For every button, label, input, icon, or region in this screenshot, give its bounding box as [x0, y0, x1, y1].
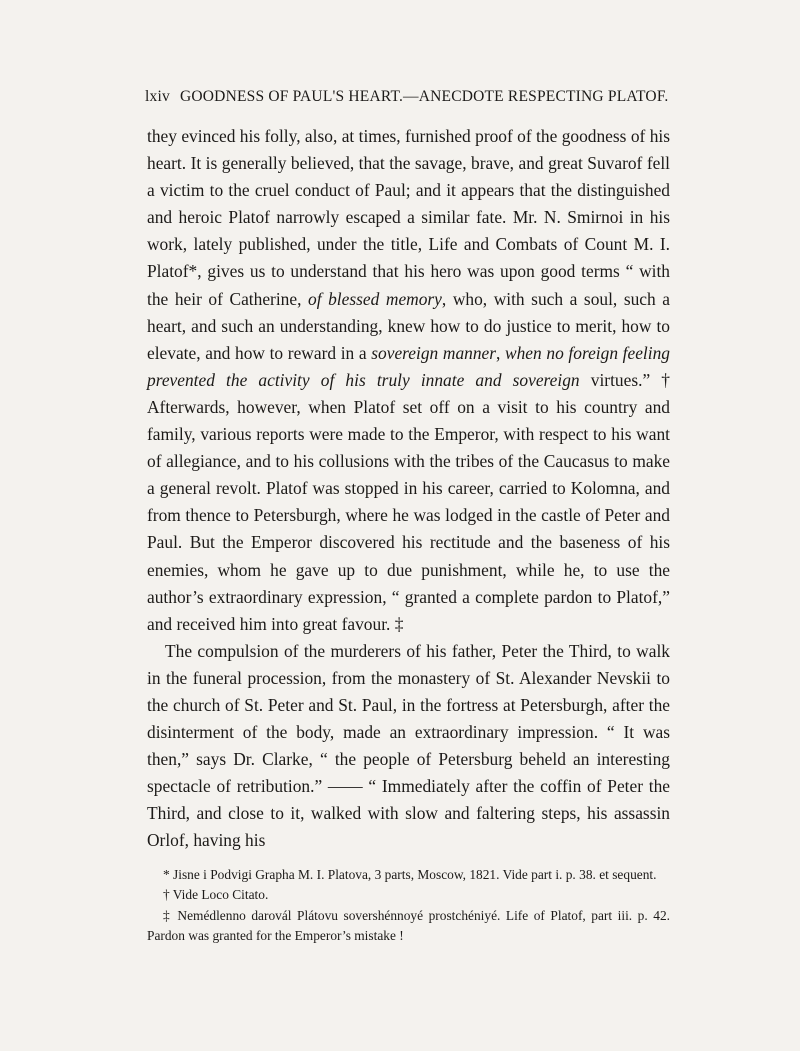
text-run-italic: when no foreign feeling prevented the activity of his truly innate and sovereign [147, 342, 670, 390]
text-run: they evinced his folly, also, at times, furnished proof of the goodness of his heart. It is generally believed, that the savage, brave, and great Suvarof fell a victim to the cruel conduct of Paul; and it appears that the distinguished and heroic Platof narrowly escaped a similar fate. Mr. N. Smirnoi in his work, lately published, under the title, Life and Combats of Count M. I. Platof*, gives us to understand that his hero was upon good terms “ with the heir of Catherine, [147, 126, 670, 309]
running-head [145, 88, 670, 106]
text-run-italic: sovereign manner [371, 342, 497, 363]
footnote-2: † Vide Loco Citato. [163, 887, 269, 903]
running-title: GOODNESS OF PAUL'S HEART.—ANECDOTE RESPECTING PLATOF. [180, 88, 669, 105]
footnotes [147, 865, 670, 947]
text-run-italic: of blessed memory [308, 288, 442, 309]
paragraph-2 [147, 638, 670, 855]
text-run: The compulsion of the murderers of his father, Peter the Third, to walk in the funeral procession, from the monastery of St. Alexander Nevskii to the church of St. Peter and St. Paul, in the fortress at Petersburgh, after the disinterment of the body, made an extraordinary impression. “ It was then,” says Dr. Clarke, “ the people of Petersburg beheld an interesting spectacle of retribution.” —— “ Immediately after the coffin of Peter the Third, and close to it, walked with slow and faltering steps, his assassin Orlof, having his [147, 640, 670, 851]
body-text [147, 123, 670, 855]
text-run: , who, with such a soul, such a heart, and such an understanding, knew how to do justice to merit, how to elevate, and how to reward in a [147, 288, 671, 363]
footnote-1: * Jisne i Podvigi Grapha M. I. Platova, 3 parts, Moscow, 1821. Vide part i. p. 38. et sequent. [163, 866, 657, 882]
page-number: lxiv [145, 88, 170, 105]
paragraph-1 [147, 123, 670, 638]
text-run: , [496, 342, 506, 363]
footnote-3: ‡ Nemédlenno darovál Plátovu sovershénnoyé prostchéniyé. Life of Platof, part iii. p. 42. Pardon was granted for the Emperor’s mistake ! [147, 907, 670, 944]
text-run: virtues.” † Afterwards, however, when Platof set off on a visit to his country and family, various reports were made to the Emperor, with respect to his want of allegiance, and to his collusions with the tribes of the Caucasus to make a general revolt. Platof was stopped in his career, carried to Kolomna, and from thence to Petersburgh, where he was lodged in the castle of Peter and Paul. But the Emperor discovered his rectitude and the baseness of his enemies, whom he gave up to due punishment, while he, to use the author’s extraordinary expression, “ granted a complete pardon to Platof,” and received him into great favour. ‡ [147, 369, 670, 634]
